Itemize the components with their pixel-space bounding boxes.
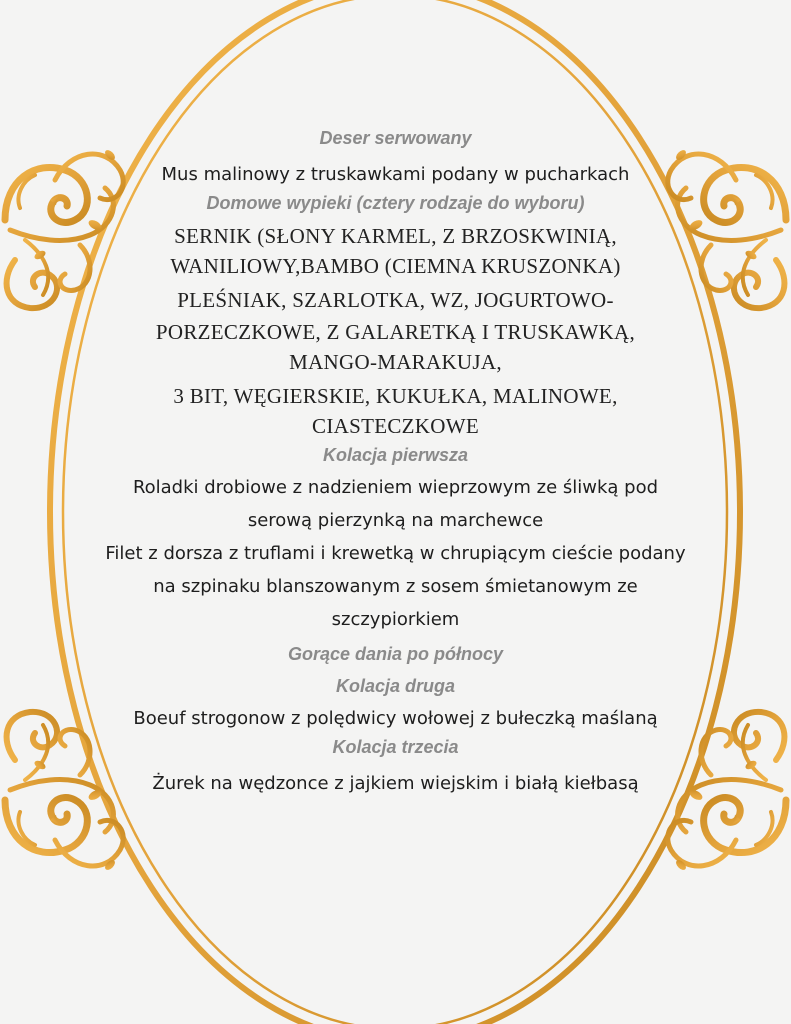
wypieki-list bbox=[80, 221, 711, 441]
wypieki-line: PORZECZKOWE, Z GALARETKĄ I TRUSKAWKĄ, bbox=[155, 320, 636, 344]
heading-kolacja-druga: Kolacja druga bbox=[335, 676, 456, 696]
dish-roladki-line: Roladki drobiowe z nadzieniem wieprzowym ze śliwką pod bbox=[132, 477, 659, 498]
wypieki-line: WANILIOWY,BAMBO (CIEMNA KRUSZONKA) bbox=[170, 254, 621, 278]
menu-content bbox=[80, 126, 711, 800]
dish-filet-line: na szpinaku blanszowanym z sosem śmietanowym ze bbox=[153, 576, 638, 597]
wypieki-line: SERNIK (SŁONY KARMEL, Z BRZOSKWINIĄ, bbox=[174, 224, 617, 248]
dish-boeuf-strogonow: Boeuf strogonow z polędwicy wołowej z bułeczką maślaną bbox=[133, 708, 658, 729]
dish-zurek: Żurek na wędzonce z jajkiem wiejskim i białą kiełbasą bbox=[152, 773, 639, 794]
dish-mus-malinowy: Mus malinowy z truskawkami podany w pucharkach bbox=[161, 164, 630, 185]
dish-roladki-line: serową pierzynką na marchewce bbox=[247, 510, 544, 531]
heading-deser: Deser serwowany bbox=[319, 128, 472, 148]
dish-filet-line: szczypiorkiem bbox=[331, 609, 460, 630]
wypieki-line: 3 BIT, WĘGIERSKIE, KUKUŁKA, MALINOWE, bbox=[173, 384, 618, 408]
wypieki-line: MANGO-MARAKUJA, bbox=[289, 350, 502, 374]
wypieki-line: PLEŚNIAK, SZARLOTKA, WZ, JOGURTOWO- bbox=[177, 288, 614, 312]
heading-wypieki: Domowe wypieki (cztery rodzaje do wyboru) bbox=[206, 193, 585, 213]
heading-kolacja-trzecia: Kolacja trzecia bbox=[332, 737, 459, 757]
dish-filet-line: Filet z dorsza z truflami i krewetką w chrupiącym cieście podany bbox=[105, 543, 686, 564]
wypieki-line: CIASTECZKOWE bbox=[312, 414, 479, 438]
heading-kolacja-pierwsza: Kolacja pierwsza bbox=[322, 445, 469, 465]
heading-gorace-dania: Gorące dania po północy bbox=[287, 644, 504, 664]
